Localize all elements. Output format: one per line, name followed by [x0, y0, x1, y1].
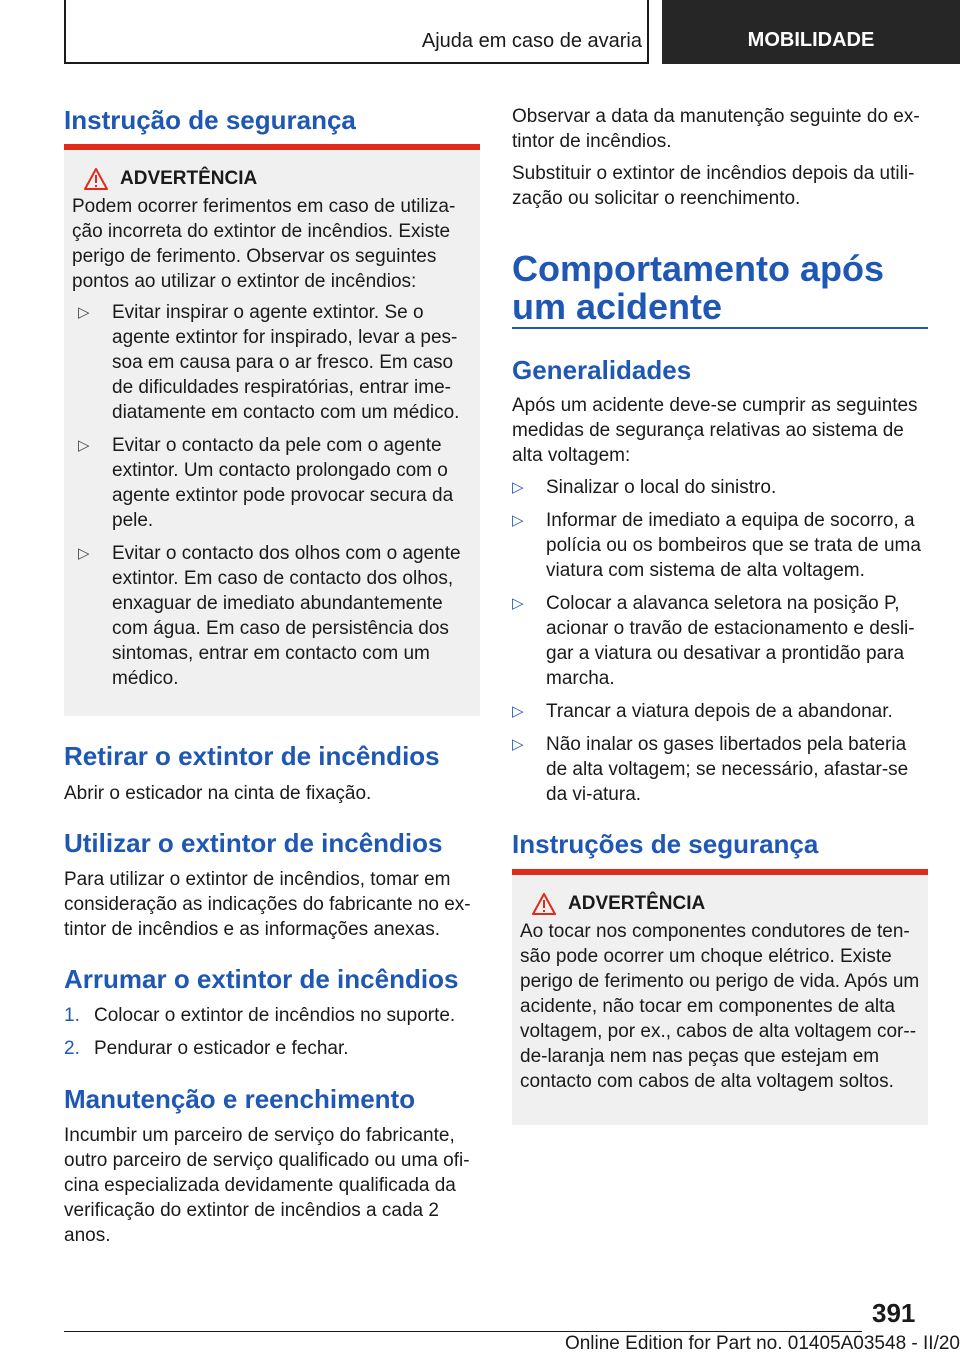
- use-heading: Utilizar o extintor de incêndios: [64, 828, 443, 858]
- list-item: ▷ Evitar o contacto da pele com o agente extintor. Um contacto prolongado com o agente extintor pode provocar secura da pele.: [78, 435, 454, 531]
- list-item: ▷ Trancar a viatura depois de a abandonar.: [512, 701, 893, 722]
- bullet-triangle-icon: ▷: [512, 512, 524, 529]
- bullet-triangle-icon: ▷: [512, 479, 524, 496]
- general-list: [512, 475, 928, 807]
- bullet-triangle-icon: ▷: [512, 736, 524, 753]
- store-steps: [64, 1003, 480, 1061]
- list-item: ▷ Informar de imediato a equipa de socorro, a polícia ou os bombeiros que se trata de uma viatura com sistema de alta voltagem.: [512, 510, 921, 581]
- heading-rule: [512, 327, 928, 329]
- header-bottom-rule: [64, 62, 649, 64]
- safety-heading: Instrução de segurança: [64, 105, 356, 135]
- list-item: ▷ Evitar o contacto dos olhos com o agente extintor. Em caso de contacto dos olhos, enxaguar de imediato abundantemente com água. Em caso de persistência dos sintomas, entrar em contacto com um médico.: [78, 543, 461, 689]
- general-heading: Generalidades: [512, 355, 692, 385]
- warning-box: [64, 144, 480, 716]
- warning-title: [520, 893, 920, 915]
- bullet-triangle-icon: ▷: [78, 437, 90, 454]
- safety-heading-right: Instruções de segurança: [512, 829, 819, 859]
- footer-edition: Online Edition for Part no. 01405A03548 - II/20: [564, 1333, 960, 1354]
- header-section-title: Ajuda em caso de avaria: [421, 30, 642, 52]
- replace-text: Substituir o extintor de incêndios depois da utili-zação ou solicitar o reenchimento.: [512, 163, 915, 209]
- warning-title: [72, 168, 472, 190]
- bullet-triangle-icon: ▷: [512, 703, 524, 720]
- warning-label: ADVERTÊNCIA: [568, 893, 706, 914]
- maint-text-continued: Observar a data da manutenção seguinte do ex-tintor de incêndios.: [512, 106, 920, 152]
- warning-text: Ao tocar nos componentes condutores de ten-são pode ocorrer um choque elétrico. Existe perigo de ferimento ou perigo de vida. Após um acidente, não tocar em componentes de alta voltagem, por ex., cabos de alta voltagem cor--de-laranja nem nas peças que estejam em contacto com cabos de alta voltagem soltos.: [520, 921, 920, 1092]
- list-item: ▷ Colocar a alavanca seletora na posição P, acionar o travão de estacionamento e desli-gar a viatura ou desativar a prontidão para marcha.: [512, 593, 915, 689]
- warning-box-right: [512, 869, 928, 1125]
- accident-heading: Comportamento após um acidente: [512, 248, 885, 327]
- header-left-rule: [64, 0, 66, 64]
- header-separator: [647, 0, 649, 64]
- warning-triangle-icon: [84, 168, 108, 190]
- list-item: 2. Pendurar o esticador e fechar.: [64, 1038, 349, 1059]
- maint-heading: Manutenção e reenchimento: [64, 1084, 416, 1114]
- list-item: 1. Colocar o extintor de incêndios no suporte.: [64, 1005, 456, 1026]
- warning-intro: Podem ocorrer ferimentos em caso de utiliza-ção incorreta do extintor de incêndios. Existe perigo de ferimento. Observar os seguintes pontos ao utilizar o extintor de incêndios:: [72, 196, 456, 292]
- store-heading: Arrumar o extintor de incêndios: [64, 964, 459, 994]
- bullet-triangle-icon: ▷: [78, 304, 90, 321]
- header-chapter-tab: MOBILIDADE: [662, 0, 960, 64]
- use-text: Para utilizar o extintor de incêndios, tomar em consideração as indicações do fabricante no ex-tintor de incêndios e as informações anexas.: [64, 869, 471, 940]
- footer-rule: [64, 1331, 862, 1332]
- warning-triangle-icon: [532, 893, 556, 915]
- maint-text: Incumbir um parceiro de serviço do fabricante, outro parceiro de serviço qualificado ou uma ofi-cina especializada devidamente qualificada da verificação do extintor de incêndios a cada 2 anos.: [64, 1125, 470, 1246]
- list-item: ▷ Não inalar os gases libertados pela bateria de alta voltagem; se necessário, afastar-se da vi-atura.: [512, 734, 909, 805]
- remove-heading: Retirar o extintor de incêndios: [64, 741, 440, 771]
- list-item: ▷ Sinalizar o local do sinistro.: [512, 477, 777, 498]
- bullet-triangle-icon: ▷: [78, 545, 90, 562]
- remove-text: Abrir o esticador na cinta de fixação.: [64, 783, 372, 804]
- page-number: 391: [872, 1298, 916, 1328]
- bullet-triangle-icon: ▷: [512, 595, 524, 612]
- warning-list: [72, 300, 472, 691]
- warning-label: ADVERTÊNCIA: [120, 168, 258, 189]
- list-item: ▷ Evitar inspirar o agente extintor. Se o agente extintor for inspirado, levar a pes-soa em causa para o ar fresco. Em caso de dificuldades respiratórias, entrar ime-diatamente em contacto com um médico.: [78, 302, 460, 423]
- general-intro: Após um acidente deve-se cumprir as seguintes medidas de segurança relativas ao sistema de alta voltagem:: [512, 395, 918, 466]
